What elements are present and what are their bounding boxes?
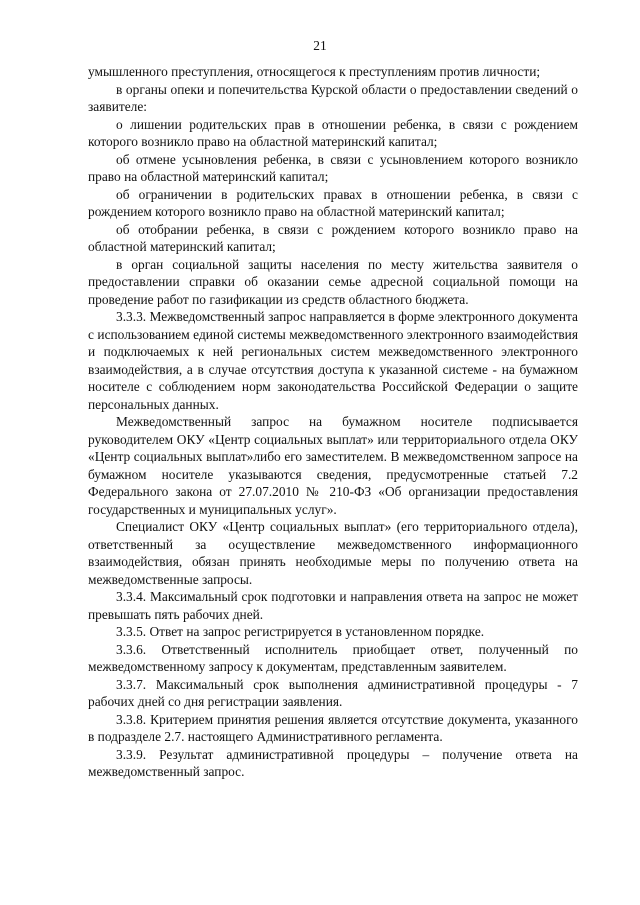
paragraph: Специалист ОКУ «Центр социальных выплат» (его территориального отдела), ответственный за осуществление межведомственного информационного взаимодействия, обязан принять необходимые меры по получению ответа на межведомственные запросы. <box>88 519 578 587</box>
paragraph: 3.3.8. Критерием принятия решения является отсутствие документа, указанного в подразделе 2.7. настоящего Административного регламента. <box>88 711 578 744</box>
paragraph: об ограничении в родительских правах в отношении ребенка, в связи с рождением которого возникло право на областной материнский капитал; <box>88 186 578 219</box>
paragraph: Межведомственный запрос на бумажном носителе подписывается руководителем ОКУ «Центр социальных выплат» или территориального отдела ОКУ «Центр социальных выплат»либо его заместителем. В межведомственном запросе на бумажном носителе указываются сведения, предусмотренные статьей 7.2 Федерального закона от 27.07.2010 № 210-ФЗ «Об организации предоставления государственных и муниципальных услуг». <box>88 414 578 517</box>
paragraph: 3.3.4. Максимальный срок подготовки и направления ответа на запрос не может превышать пять рабочих дней. <box>88 589 578 622</box>
paragraph: о лишении родительских прав в отношении ребенка, в связи с рождением которого возникло право на областной материнский капитал; <box>88 116 578 149</box>
page-number: 21 <box>313 38 327 53</box>
paragraph: 3.3.3. Межведомственный запрос направляется в форме электронного документа с использованием единой системы межведомственного электронного взаимодействия и подключаемых к ней региональных систем межведомственного электронного взаимодействия, а в случае отсутствия доступа к указанной системе - на бумажном носителе с соблюдением норм законодательства Российской Федерации о защите персональных данных. <box>88 309 578 412</box>
paragraph: 3.3.7. Максимальный срок выполнения административной процедуры - 7 рабочих дней со дня регистрации заявления. <box>88 676 578 709</box>
paragraph: умышленного преступления, относящегося к преступлениям против личности; <box>88 64 541 79</box>
paragraph: 3.3.6. Ответственный исполнитель приобщает ответ, полученный по межведомственному запросу к документам, представленным заявителем. <box>88 641 578 674</box>
paragraph: об отмене усыновления ребенка, в связи с усыновлением которого возникло право на областной материнский капитал; <box>88 151 578 184</box>
document-body <box>88 63 578 781</box>
paragraph: в органы опеки и попечительства Курской области о предоставлении сведений о заявителе: <box>88 81 578 114</box>
paragraph: 3.3.5. Ответ на запрос регистрируется в установленном порядке. <box>116 624 485 639</box>
paragraph: 3.3.9. Результат административной процедуры – получение ответа на межведомственный запрос. <box>88 746 578 779</box>
paragraph: в орган социальной защиты населения по месту жительства заявителя о предоставлении справки об оказании семье адресной социальной помощи на проведение работ по газификации из средств областного бюджета. <box>88 256 578 307</box>
paragraph: об отобрании ребенка, в связи с рождением которого возникло право на областной материнский капитал; <box>88 221 578 254</box>
